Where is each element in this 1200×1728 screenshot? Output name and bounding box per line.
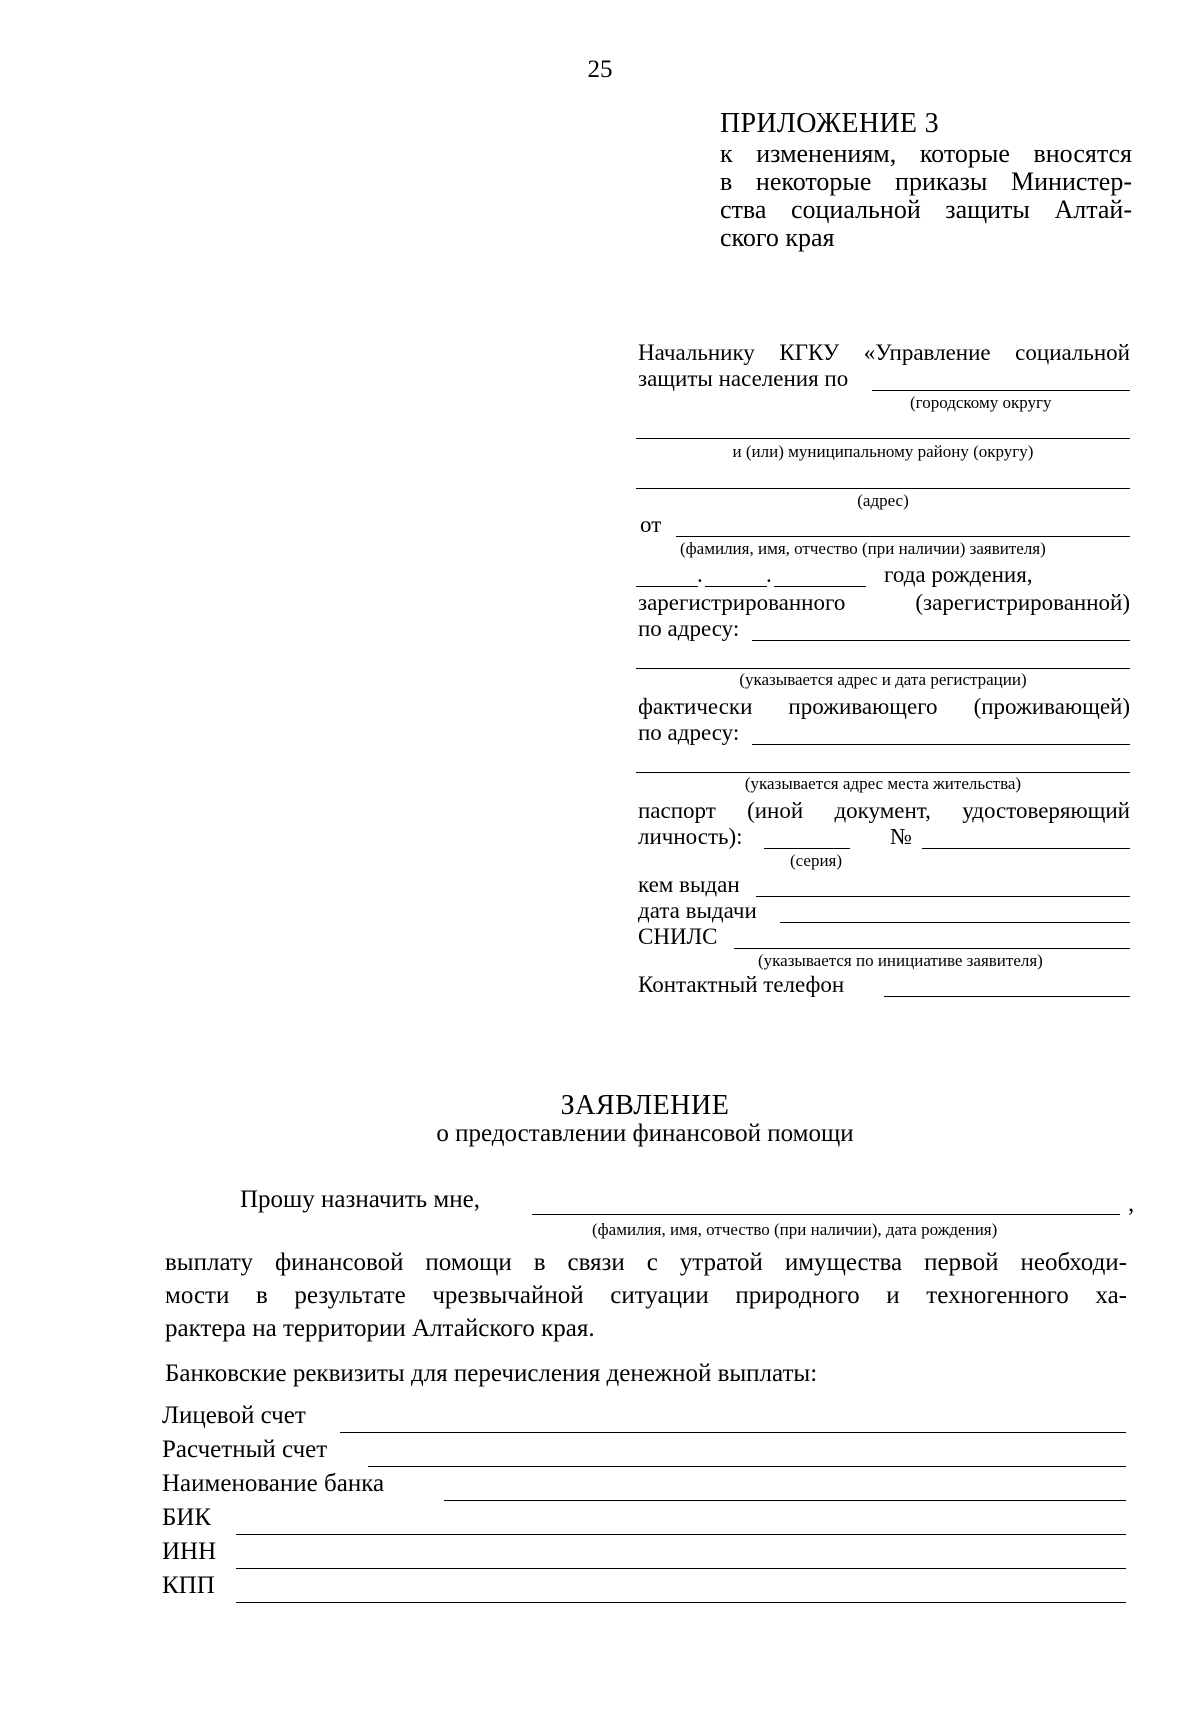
passport-word: документ, [834,798,931,823]
kpp-field[interactable] [236,1602,1126,1603]
passport-word: удостоверяющий [962,798,1130,823]
inn-label: ИНН [162,1538,217,1565]
snils-caption: (указывается по инициативе заявителя) [758,951,1043,970]
birth-year-field[interactable] [774,586,866,587]
residence-caption: (указывается адрес места жительства) [744,774,1022,793]
statement-body [165,1246,1127,1345]
recipient-fio-caption: (фамилия, имя, отчество (при наличии), дата рождения) [592,1220,998,1239]
addressee-word: «Управление [863,340,991,365]
passport-word: паспорт [638,798,716,823]
registered-word: (зарегистрированной) [915,590,1130,615]
issue-date-field[interactable] [780,922,1130,923]
series-caption: (серия) [790,851,843,870]
registration-caption: (указывается адрес и дата регистрации) [739,670,1027,689]
living-word: (проживающей) [973,694,1130,719]
identity-label: личность): [638,824,743,849]
body-line: выплату финансовой помощи в связи с утратой имущества первой необходи- [165,1249,1127,1276]
bank-name-field[interactable] [444,1500,1126,1501]
statement-title: ЗАЯВЛЕНИЕ [560,1090,730,1121]
living-word: фактически [638,694,753,719]
residence-address-label: по адресу: [638,720,740,745]
bik-label: БИК [162,1504,212,1531]
body-line: мости в результате чрезвычайной ситуации природного и техногенного ха- [165,1282,1127,1309]
passport-word: (иной [747,798,804,823]
page-number: 25 [587,56,613,83]
passport-number-field[interactable] [922,848,1130,849]
birth-label: года рождения, [884,562,1033,587]
appendix-line: ства социальной защиты Алтай- [720,195,1132,224]
registered-line [638,590,1130,616]
registration-address-field-2[interactable] [636,668,1130,669]
settlement-account-field[interactable] [368,1466,1126,1467]
issue-date-label: дата выдачи [638,898,757,923]
passport-line [638,798,1130,824]
living-line [638,694,1130,720]
addressee-word: КГКУ [779,340,840,365]
addressee-head-line [638,340,1130,366]
appendix-line: ского края [720,223,835,252]
registration-address-label: по адресу: [638,616,740,641]
appendix-line: к изменениям, которые вносятся [720,139,1132,168]
addressee-word: социальной [1015,340,1130,365]
bik-field[interactable] [236,1534,1126,1535]
appendix-subtitle [720,140,1132,252]
birth-month-field[interactable] [705,586,767,587]
request-comma: , [1128,1190,1135,1217]
residence-address-field[interactable] [752,744,1130,745]
municipal-district-caption: и (или) муниципальному району (округу) [732,442,1034,461]
birth-day-field[interactable] [636,586,698,587]
inn-field[interactable] [236,1568,1126,1569]
personal-account-label: Лицевой счет [162,1402,306,1429]
applicant-fio-caption: (фамилия, имя, отчество (при наличии) заявителя) [680,539,1046,558]
kpp-label: КПП [162,1572,215,1599]
residence-address-field-2[interactable] [636,772,1130,773]
registration-address-field[interactable] [752,640,1130,641]
city-district-field[interactable] [872,390,1130,391]
address-caption: (адрес) [857,491,909,510]
personal-account-field[interactable] [340,1432,1126,1433]
request-label: Прошу назначить мне, [240,1186,480,1213]
settlement-account-label: Расчетный счет [162,1436,328,1463]
address-field[interactable] [636,488,1130,489]
body-line: рактера на территории Алтайского края. [165,1315,595,1342]
number-sign: № [890,824,912,849]
birth-separator: . [697,562,703,587]
issued-by-field[interactable] [756,896,1130,897]
statement-subtitle: о предоставлении финансовой помощи [436,1120,854,1147]
addressee-protection-label: защиты населения по [638,366,849,391]
recipient-fio-field[interactable] [532,1214,1120,1215]
from-label: от [640,512,662,537]
applicant-fio-field[interactable] [676,536,1130,537]
city-district-caption: (городскому округу [910,393,1052,412]
addressee-word: Начальнику [638,340,755,365]
municipal-district-field[interactable] [636,438,1130,439]
appendix-title: ПРИЛОЖЕНИЕ 3 [720,108,939,139]
bank-name-label: Наименование банка [162,1470,385,1497]
registered-word: зарегистрированного [638,590,846,615]
appendix-line: в некоторые приказы Министер- [720,167,1132,196]
bank-heading: Банковские реквизиты для перечисления денежной выплаты: [165,1360,818,1387]
living-word: проживающего [788,694,938,719]
birth-separator: . [766,562,772,587]
issued-by-label: кем выдан [638,872,740,897]
snils-label: СНИЛС [638,924,718,949]
phone-field[interactable] [884,996,1130,997]
snils-field[interactable] [734,948,1130,949]
phone-label: Контактный телефон [638,972,845,997]
passport-series-field[interactable] [764,848,850,849]
